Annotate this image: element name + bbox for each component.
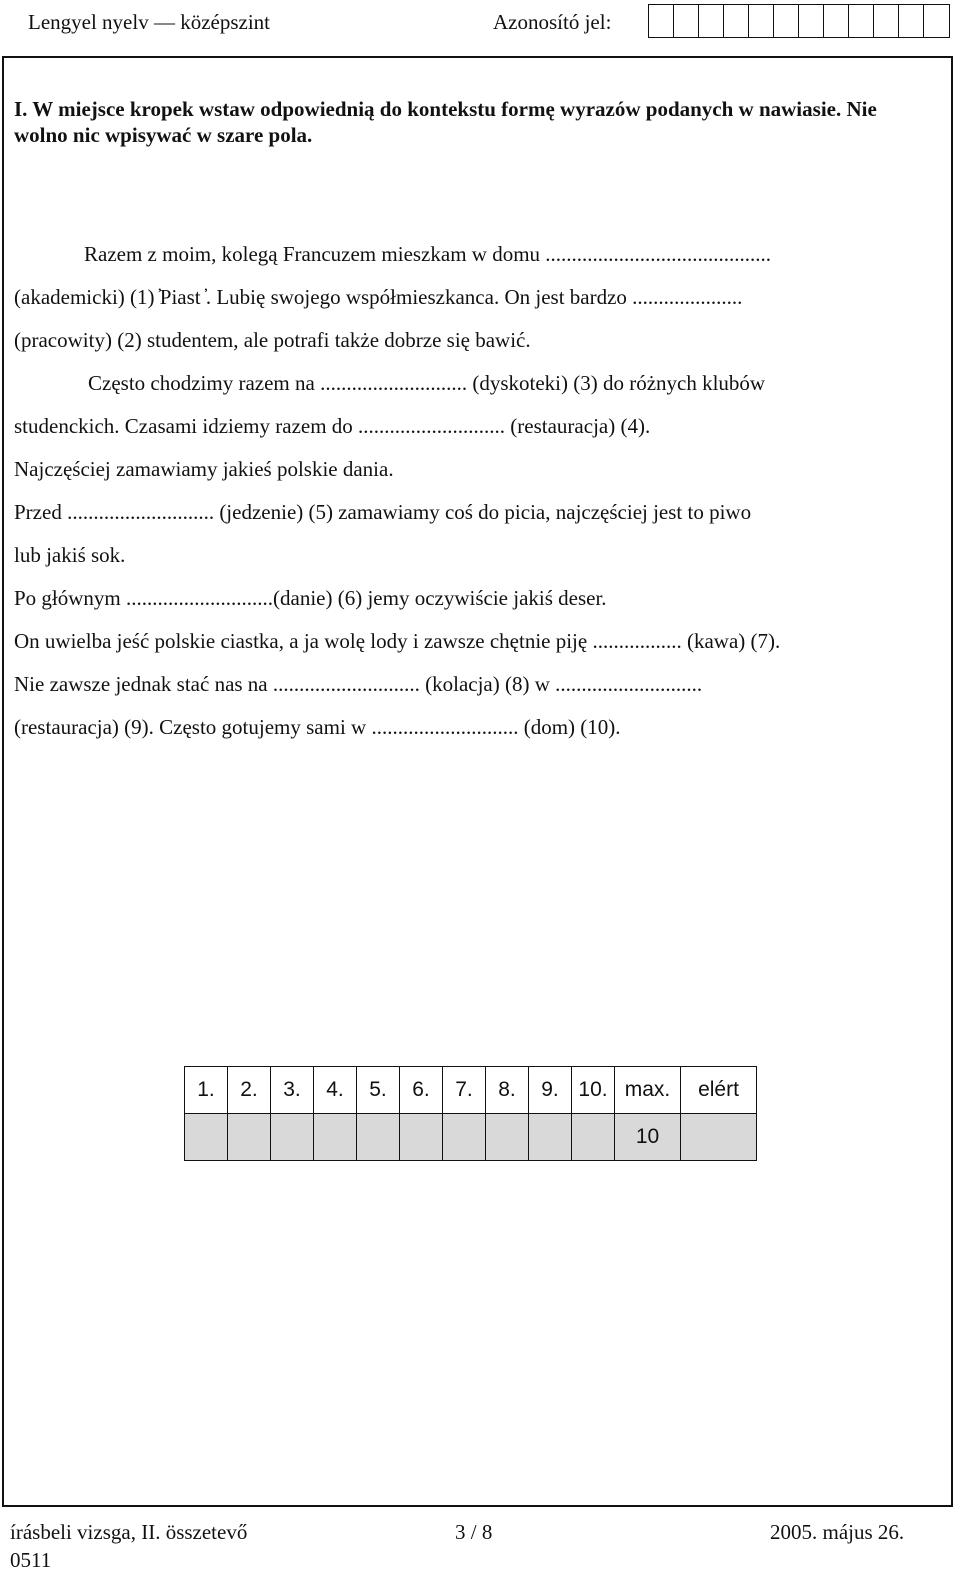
exercise-text-line: Najczęściej zamawiamy jakieś polskie dania.: [14, 457, 394, 481]
score-cell: [400, 1114, 443, 1161]
id-box[interactable]: [824, 5, 849, 37]
exercise-frame: [2, 56, 953, 1507]
score-header-9: 9.: [529, 1067, 572, 1114]
id-box[interactable]: [774, 5, 799, 37]
exercise-text-line: lub jakiś sok.: [14, 543, 126, 567]
score-value-row: [185, 1114, 757, 1161]
id-box[interactable]: [724, 5, 749, 37]
footer-code: 0511: [10, 1548, 52, 1572]
score-header-10: 10.: [572, 1067, 615, 1114]
exercise-text-line: Po głównym ............................(danie) (6) jemy oczywiście jakiś deser.: [14, 586, 607, 610]
id-box[interactable]: [799, 5, 824, 37]
score-cell: [185, 1114, 228, 1161]
id-label: Azonosító jel:: [493, 10, 612, 34]
score-cell: [486, 1114, 529, 1161]
exercise-instruction: I. W miejsce kropek wstaw odpowiednią do kontekstu formę wyrazów podanych w nawiasie. Nie wolno nic wpisywać w szare pola.: [14, 97, 877, 147]
score-cell: [443, 1114, 486, 1161]
page-header: [0, 0, 960, 48]
score-header-row: [185, 1067, 757, 1114]
score-table: [184, 1066, 757, 1161]
subject-title: Lengyel nyelv — középszint: [28, 10, 271, 34]
score-cell: [228, 1114, 271, 1161]
id-box[interactable]: [674, 5, 699, 37]
page-footer: [0, 1510, 960, 1583]
score-header-4: 4.: [314, 1067, 357, 1114]
score-header-2: 2.: [228, 1067, 271, 1114]
footer-exam-part: írásbeli vizsga, II. összetevő: [10, 1520, 248, 1544]
id-box[interactable]: [699, 5, 724, 37]
id-box[interactable]: [649, 5, 674, 37]
exercise-text-line: Nie zawsze jednak stać nas na ............................ (kolacja) (8) w ............................: [14, 672, 703, 696]
score-header-8: 8.: [486, 1067, 529, 1114]
exercise-text-line: studenckich. Czasami idziemy razem do ............................ (restauracja) (4).: [14, 414, 651, 438]
id-box[interactable]: [849, 5, 874, 37]
exercise-text-line: Razem z moim, kolegą Francuzem mieszkam w domu ...........................................: [84, 242, 772, 266]
score-header-1: 1.: [185, 1067, 228, 1114]
score-cell: [357, 1114, 400, 1161]
score-cell: [529, 1114, 572, 1161]
score-cell: [271, 1114, 314, 1161]
exercise-text-line: (restauracja) (9). Często gotujemy sami w ............................ (dom) (10).: [14, 715, 621, 739]
exercise-text-line: On uwielba jeść polskie ciastka, a ja wolę lody i zawsze chętnie piję ................. (kawa) (7).: [14, 629, 781, 653]
score-cell: [572, 1114, 615, 1161]
exercise-text-line: (akademicki) (1) ̓Piast ̓. Lubię swojego współmieszkanca. On jest bardzo .....................: [14, 285, 743, 309]
score-header-6: 6.: [400, 1067, 443, 1114]
score-header-max: max.: [615, 1067, 681, 1114]
exercise-text-line: (pracowity) (2) studentem, ale potrafi także dobrze się bawić.: [14, 328, 531, 352]
score-header-elert: elért: [681, 1067, 757, 1114]
id-box[interactable]: [899, 5, 924, 37]
footer-page-number: 3 / 8: [455, 1520, 493, 1544]
score-header-7: 7.: [443, 1067, 486, 1114]
id-box[interactable]: [874, 5, 899, 37]
exercise-text-line: Przed ............................ (jedzenie) (5) zamawiamy coś do picia, najczęściej jest to piwo: [14, 500, 752, 524]
score-achieved-cell: [681, 1114, 757, 1161]
footer-date: 2005. május 26.: [770, 1520, 905, 1544]
id-box[interactable]: [924, 5, 949, 37]
id-box[interactable]: [749, 5, 774, 37]
score-header-3: 3.: [271, 1067, 314, 1114]
exercise-text-line: Często chodzimy razem na ............................ (dyskoteki) (3) do różnych klubów: [88, 371, 766, 395]
id-boxes: [648, 4, 950, 38]
score-cell: [314, 1114, 357, 1161]
score-header-5: 5.: [357, 1067, 400, 1114]
score-max-value: 10: [615, 1114, 681, 1161]
